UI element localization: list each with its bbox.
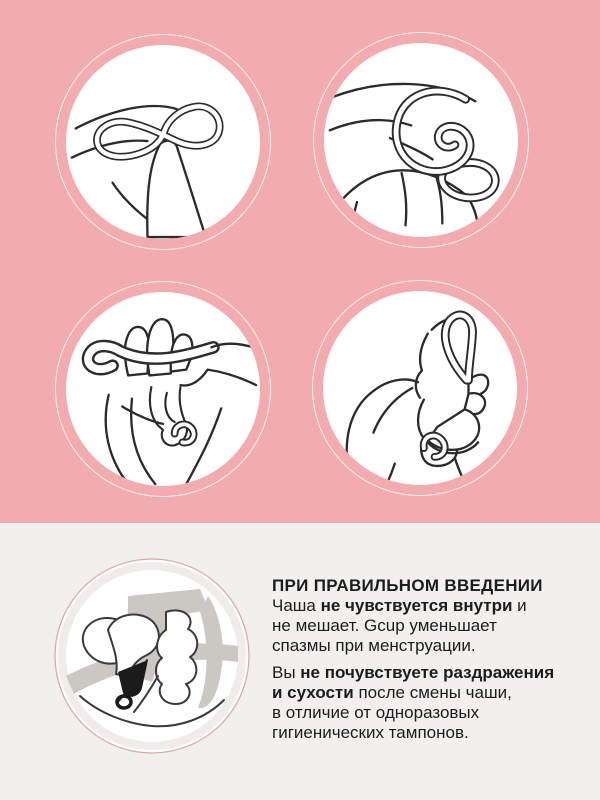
- correct-insertion-section: [0, 523, 600, 800]
- info-title: ПРИ ПРАВИЛЬНОМ ВВЕДЕНИИ: [272, 576, 543, 595]
- right-hand-lines: [180, 344, 256, 484]
- hands-flatten-fold-illustration: [66, 292, 260, 486]
- hand-s-fold-illustration: [324, 43, 518, 237]
- pelvic-cross-section-illustration: [52, 556, 252, 756]
- info-text-block: [272, 576, 587, 743]
- hand-grip-folded-cup-illustration: [323, 291, 517, 485]
- s-folded-cup-rim: [396, 91, 495, 198]
- folded-cup-loop: [445, 315, 472, 380]
- step-2-circle: [324, 43, 518, 237]
- anatomy-diagram: [52, 556, 252, 756]
- info-paragraph: Чаша не чувствуется внутри и не мешает. Gcup уменьшает спазмы при менструации.: [272, 596, 527, 655]
- hand-punch-down-fold-illustration: [66, 45, 260, 239]
- step-3-circle: [66, 292, 260, 486]
- step-4-circle: [323, 291, 517, 485]
- info-paragraphs: [272, 596, 587, 743]
- upper-fingers: [125, 319, 192, 375]
- cup-stem-loop: [175, 424, 194, 442]
- cup-body-lines: [150, 387, 187, 445]
- index-finger: [147, 141, 205, 237]
- hand-lines: [347, 320, 478, 483]
- left-palm-lines: [106, 395, 163, 484]
- info-paragraph: Вы не почувствуете раздражения и сухости после смены чаши, в отличие от одноразовых гигиенических тампонов.: [272, 663, 555, 742]
- step-1-circle: [66, 45, 260, 239]
